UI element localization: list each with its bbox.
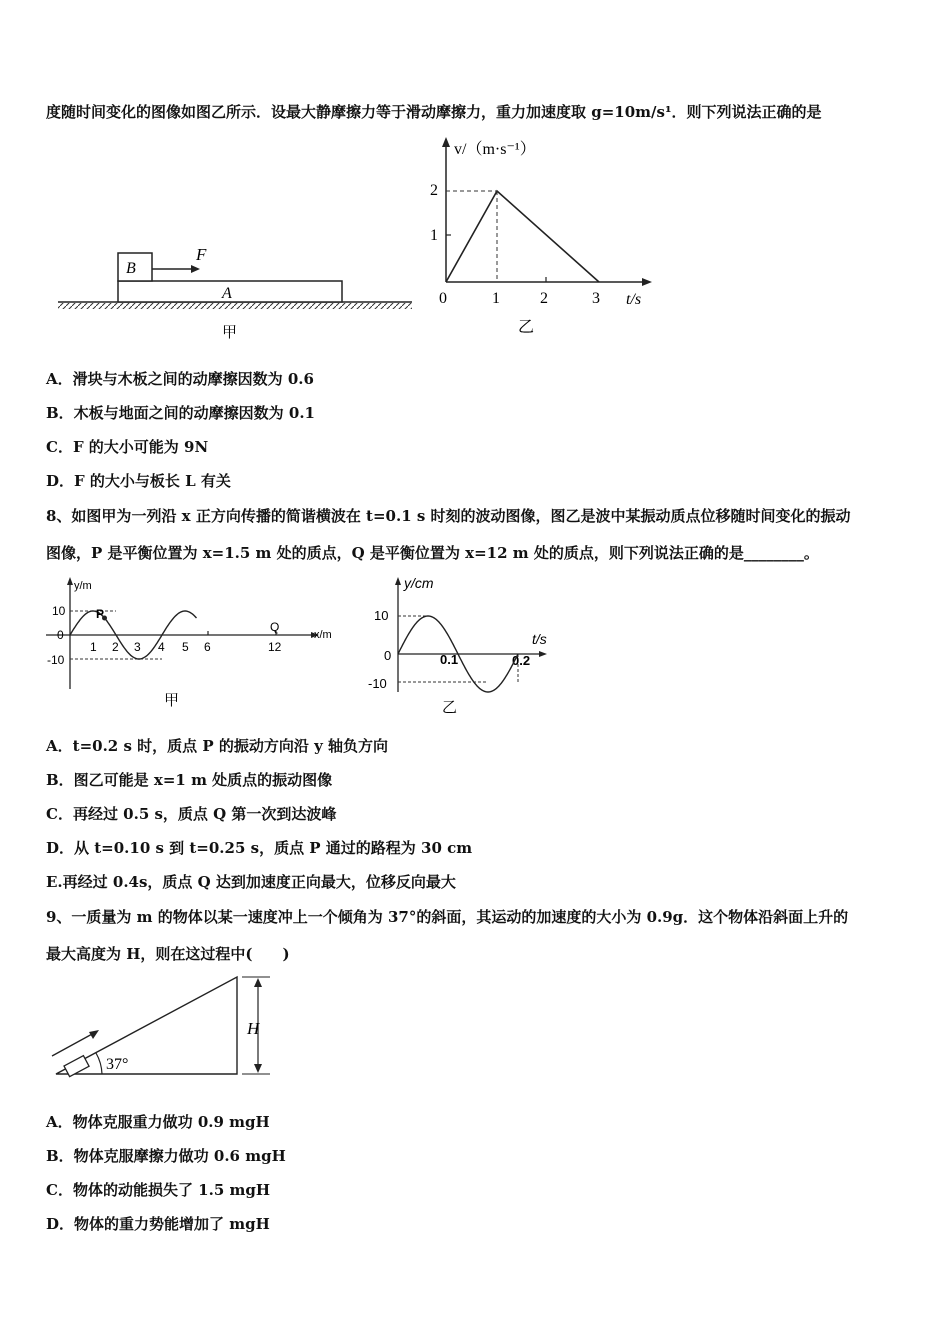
vib-y-tick-0: 0 [384,648,392,663]
wave-caption: 甲 [164,692,180,709]
incline-height-label: H [247,1019,260,1038]
wave-x-tick-1: 1 [90,640,97,654]
block-board-figure [54,240,416,350]
vt-y-tick-2: 2 [430,182,438,199]
q8-option-d: D．从 t=0.10 s 到 t=0.25 s，质点 P 通过的路程为 30 cm [46,839,473,857]
wave-x-tick-2: 2 [112,640,119,654]
figure-caption-jia: 甲 [222,325,238,341]
question-8-line-2: 图像，P 是平衡位置为 x=1.5 m 处的质点，Q 是平衡位置为 x=12 m 处的质点，则下列说法正确的是________。 [46,544,819,562]
wave-x-tick-5: 5 [182,640,189,654]
question-8-line-1: 8、如图甲为一列沿 x 正方向传播的简谐横波在 t=0.1 s 时刻的波动图像，图乙是波中某振动质点位移随时间变化的振动 [46,507,851,525]
point-q-label: Q [270,620,280,634]
q9-option-d: D．物体的重力势能增加了 mgH [46,1215,270,1233]
q7-option-b: B．木板与地面之间的动摩擦因数为 0.1 [46,404,315,422]
q8-option-a: A．t=0.2 s 时，质点 P 的振动方向沿 y 轴负方向 [46,737,389,755]
q9-option-b: B．物体克服摩擦力做功 0.6 mgH [46,1147,286,1165]
q9-option-a: A．物体克服重力做功 0.9 mgH [46,1113,270,1131]
q8-option-b: B．图乙可能是 x=1 m 处质点的振动图像 [46,771,333,789]
q8-option-e: E.再经过 0.4s，质点 Q 达到加速度正向最大，位移反向最大 [46,873,456,891]
vt-x-tick-3: 3 [592,290,600,307]
vt-y-tick-1: 1 [430,227,438,244]
velocity-time-graph [420,132,660,342]
vib-y-tick-10: 10 [374,608,389,623]
wave-y-tick-0: 0 [57,628,64,642]
block-b-label: B [126,260,136,277]
vib-y-axis-label: y/cm [404,575,434,591]
vib-y-tick-neg10: -10 [368,676,387,691]
vt-x-tick-1: 1 [492,290,500,307]
wave-x-tick-4: 4 [158,640,165,654]
q7-option-c: C．F 的大小可能为 9N [46,438,209,456]
q7-option-a: A．滑块与木板之间的动摩擦因数为 0.6 [46,370,314,388]
question-9-line-2: 最大高度为 H，则在这过程中( ) [46,945,290,963]
wave-y-axis-label: y/m [74,580,92,592]
point-p-label: P [96,607,105,621]
q8-option-c: C．再经过 0.5 s，质点 Q 第一次到达波峰 [46,805,337,823]
q7-option-d: D．F 的大小与板长 L 有关 [46,472,231,490]
question-9-line-1: 9、一质量为 m 的物体以某一速度冲上一个倾角为 37°的斜面，其运动的加速度的大小为 0.9g．这个物体沿斜面上升的 [46,908,849,926]
figure-caption-yi: 乙 [518,319,535,336]
vt-y-axis-label: v/（m·s⁻¹） [454,141,536,158]
incline-angle-label: 37° [106,1056,129,1073]
board-a-label: A [222,285,232,302]
wave-x-tick-3: 3 [134,640,141,654]
q9-option-c: C．物体的动能损失了 1.5 mgH [46,1181,271,1199]
vt-x-axis-label: t/s [626,291,642,308]
wave-x-tick-12: 12 [268,640,282,654]
wave-x-tick-6: 6 [204,640,211,654]
vib-x-axis-label: t/s [532,631,547,647]
vibration-graph [364,572,564,722]
vt-x-tick-2: 2 [540,290,548,307]
vib-x-tick-0.2: 0.2 [512,653,531,668]
incline-figure [44,972,284,1084]
wave-graph [44,574,344,714]
force-f-label: F [196,245,207,264]
vib-x-tick-0.1: 0.1 [440,652,459,667]
question-7-intro: 度随时间变化的图像如图乙所示．设最大静摩擦力等于滑动摩擦力，重力加速度取 g=10m/s¹．则下列说法正确的是 [46,103,822,121]
vib-caption: 乙 [442,699,458,716]
wave-y-tick-neg10: -10 [47,653,65,667]
vt-x-tick-0: 0 [439,290,447,307]
wave-y-tick-10: 10 [52,604,66,618]
wave-x-axis-label: x/m [314,629,332,641]
vt-series-line [446,191,599,282]
